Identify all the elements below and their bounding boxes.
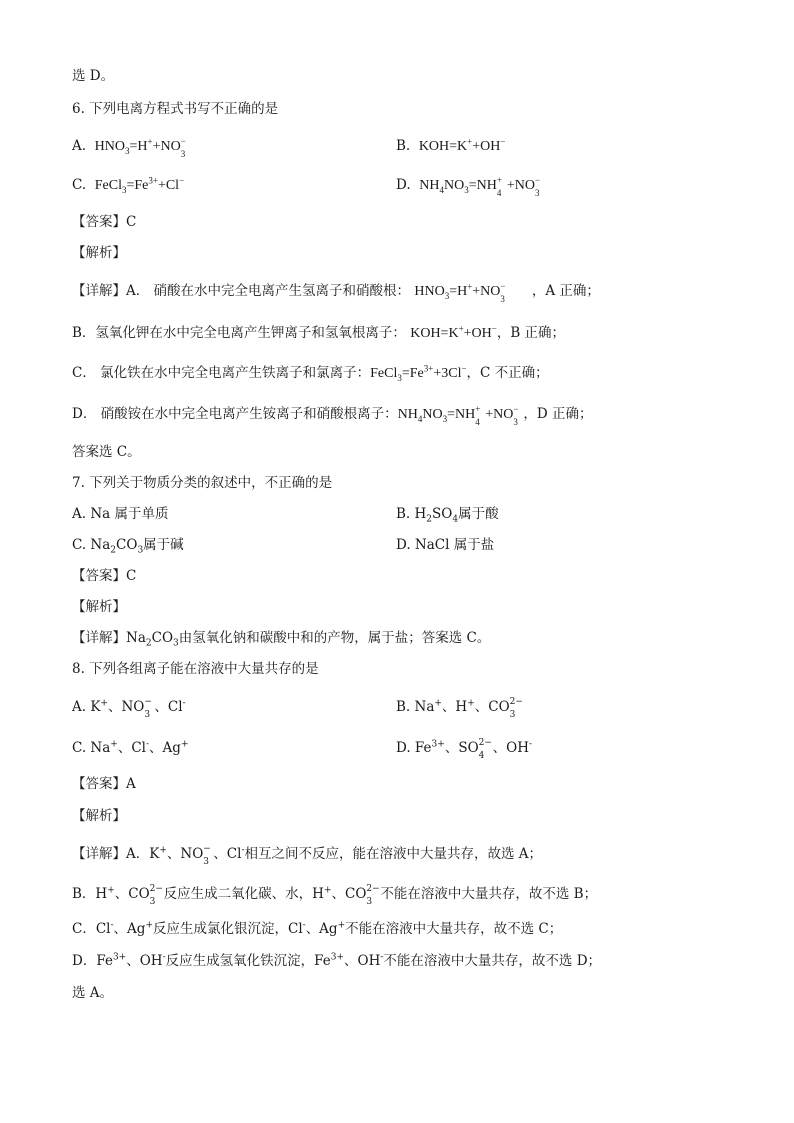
q8-answer: 【答案】A bbox=[72, 776, 136, 792]
q8-option-b: B. Na+、H+、CO 2− 3 bbox=[396, 697, 523, 720]
q6-option-b: B. KOH=K++OH− bbox=[396, 136, 506, 154]
q8-analysis-label: 【解析】 bbox=[72, 808, 126, 824]
q8-option-c: C. Na+、Cl-、Ag+ bbox=[72, 739, 189, 756]
q7-analysis-label: 【解析】 bbox=[72, 599, 126, 615]
q6-detail-b: B．氢氧化钾在水中完全电离产生钾离子和氢氧根离子： KOH=K++OH−，B 正确； bbox=[72, 323, 566, 341]
q8-detail-d: D．$Fe^{3+}$、OH-反应生成氢氧化铁沉淀，$Fe^{3+}$、OH-不能在溶液中大量共存，故不选 D； bbox=[72, 952, 602, 969]
q6-analysis-label: 【解析】 bbox=[72, 245, 126, 261]
q6-answer: 【答案】C bbox=[72, 214, 137, 230]
q8-title: 8. 下列各组离子能在溶液中大量共存的是 bbox=[72, 661, 319, 677]
q6-title: 6. 下列电离方程式书写不正确的是 bbox=[72, 101, 279, 117]
q8-detail-a: 【详解】A．K+、NO − 3 、Cl-相互之间不反应，能在溶液中大量共存，故选 A； bbox=[72, 844, 543, 867]
q8-detail-c: C．Cl-、Ag+反应生成氯化银沉淀，Cl-、Ag+不能在溶液中大量共存，故不选 C； bbox=[72, 920, 563, 937]
q6-detail-d: D． 硝酸铵在水中完全电离产生铵离子和硝酸根离子：$NH_4NO_3=NH$ + 4 +NO − 3 ，D 正确； bbox=[72, 404, 593, 427]
q8-option-d: D. $Fe^{3+}$、SO 2− 4 、OH- bbox=[396, 738, 533, 761]
q7-title: 7. 下列关于物质分类的叙述中，不正确的是 bbox=[72, 475, 333, 491]
q8-option-a: A. K+、NO − 3 、Cl- bbox=[72, 697, 186, 720]
q7-answer: 【答案】C bbox=[72, 568, 137, 584]
q6-detail-a: 【详解】A． 硝酸在水中完全电离产生氢离子和硝酸根： $HNO_3=H^++NO$ − 3 ，A 正确； bbox=[72, 281, 600, 304]
q7-option-c: C. $Na_2CO_3$属于碱 bbox=[72, 537, 184, 556]
q6-conclusion: 答案选 C。 bbox=[72, 444, 141, 460]
q8-conclusion: 选 A。 bbox=[72, 985, 114, 1001]
q7-detail: 【详解】$Na_2CO_3$由氢氧化钠和碳酸中和的产物，属于盐；答案选 C。 bbox=[72, 630, 491, 649]
q6-option-a: A. $HNO_3=H^++NO$ − 3 bbox=[72, 136, 186, 159]
q7-option-a: A. Na 属于单质 bbox=[72, 506, 169, 522]
q6-detail-c: C． 氯化铁在水中完全电离产生铁离子和氯离子：$FeCl_3=Fe^{3+}+3Cl^-$，C 不正确； bbox=[72, 363, 549, 383]
q6-option-c: C. $FeCl_3=Fe^{3+}+Cl^-$ bbox=[72, 175, 185, 195]
q7-option-d: D. NaCl 属于盐 bbox=[396, 537, 495, 553]
intro-text: 选 D。 bbox=[72, 68, 115, 84]
q8-detail-b: B．H+、CO 2− 3 反应生成二氧化碳、水，H+、CO 2− 3 不能在溶液中大量共存，故不选 B； bbox=[72, 884, 598, 907]
q6-option-d: D. $NH_4NO_3=NH$ + 4 +NO − 3 bbox=[396, 175, 541, 198]
q7-option-b: B. $H_2SO_4$属于酸 bbox=[396, 506, 499, 525]
